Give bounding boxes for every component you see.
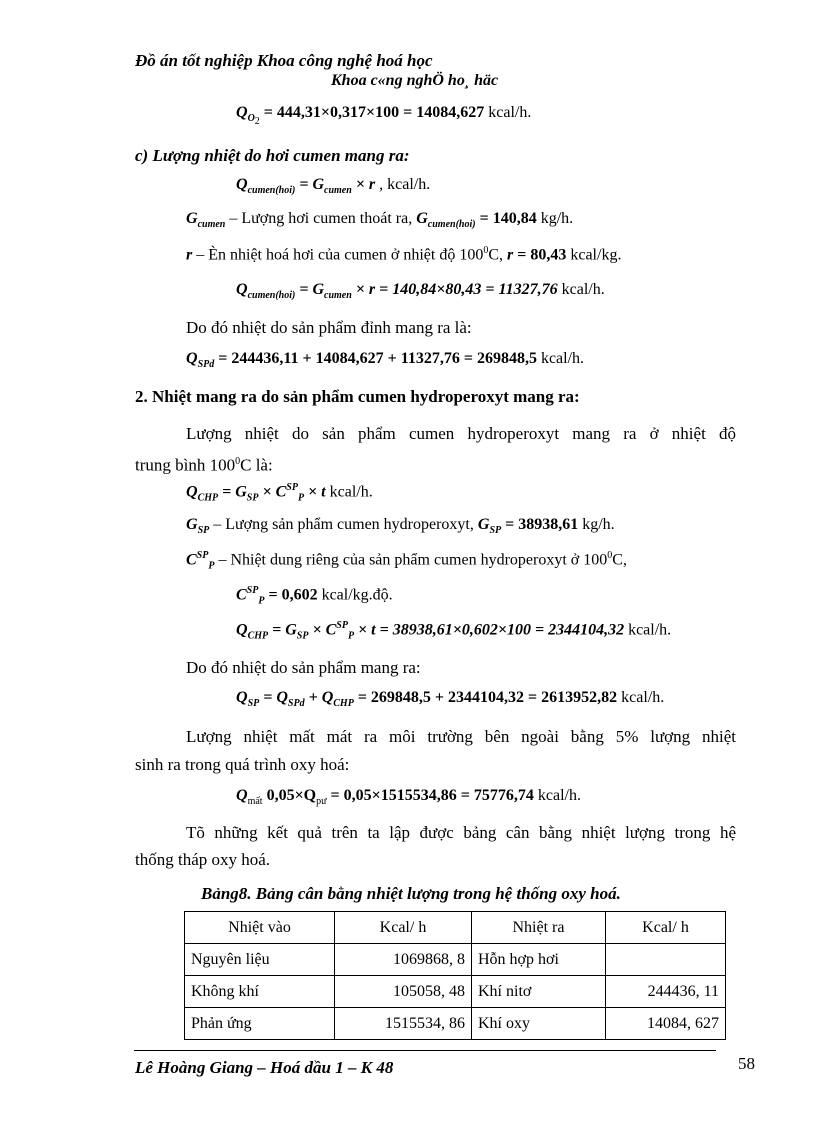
table-caption: Bảng8. Bảng cân bằng nhiệt lượng trong hệ thống oxy hoá. [201, 884, 621, 903]
eq-q-o2: $Q_{O_2} = 444,31\times 0,317\times 100 = 14084,627$ kcal/h. [236, 104, 532, 128]
eq-q-chp-calc: $Q_{CHP} = G_{SP} \times C^{SP}_P \times t = 38938,61\times 0,602\times 100 = 2344104,32$ kcal/h. [236, 620, 672, 642]
table-row [185, 976, 726, 1008]
table-row [185, 944, 726, 976]
heat-balance-table [184, 911, 726, 1040]
para-product-out: Do đó nhiệt do sản phẩm mang ra: [186, 658, 421, 677]
table-cell: 1069868, 8 [335, 944, 472, 976]
table-cell: Khí nitơ [472, 976, 606, 1008]
eq-q-spd: $Q_{SPd} = 244436,11 + 14084,627 + 11327,76 = 269848,5$ kcal/h. [186, 350, 585, 371]
table-cell: 244436, 11 [606, 976, 726, 1008]
page-header-line2: Khoa c«ng nghÖ ho¸ häc [331, 72, 499, 89]
para-2-line1: Lượng nhiệt do sản phẩm cumen hydroperoxyt mang ra ở nhiệt độ [186, 424, 736, 443]
def-cp: $C^{SP}_P$ – Nhiệt dung riêng của sản phẩm cumen hydroperoxyt ở $100^0C$, [186, 550, 627, 572]
section-2-title: 2. Nhiệt mang ra do sản phẩm cumen hydroperoxyt mang ra: [135, 387, 580, 406]
eq-q-sp: $Q_{SP} = Q_{SPd} + Q_{CHP} = 269848,5 + 2344104,32 = 2613952,82$ kcal/h. [236, 689, 665, 710]
def-r: r – Èn nhiệt hoá hơi của cumen ở nhiệt độ $100^0C$, r = 80,43 kcal/kg. [186, 245, 622, 264]
table-cell [606, 944, 726, 976]
para-loss-line1: Lượng nhiệt mất mát ra môi trường bên ngoài bằng 5% lượng nhiệt [186, 727, 736, 746]
def-g-cumen: $G_{cumen}$ – Lượng hơi cumen thoát ra, $G_{cumen(hoi)} = 140,84$ kg/h. [186, 210, 574, 231]
para-2-line2: trung bình $100^0C$ là: [135, 455, 273, 475]
eq-q-cumen: $Q_{cumen(hoi)} = G_{cumen} \times r$ , kcal/h. [236, 176, 431, 197]
footer-rule [134, 1050, 716, 1051]
table-cell: Hỗn hợp hơi [472, 944, 606, 976]
table-cell: Nguyên liệu [185, 944, 335, 976]
page-header-line1: Đồ án tốt nghiệp Khoa công nghệ hoá học [135, 51, 433, 70]
para-loss-line2: sinh ra trong quá trình oxy hoá: [135, 755, 350, 774]
table-header-cell: Nhiệt vào [185, 912, 335, 944]
eq-q-loss: $Q_{mất}$ $0,05\times Q_{pư} = 0,05\times 1515534,86 = 75776,74$ kcal/h. [236, 787, 581, 808]
eq-q-cumen-calc: $Q_{cumen(hoi)} = G_{cumen} \times r = 140,84\times 80,43 = 11327,76$ kcal/h. [236, 281, 605, 302]
para-table-line2: thống tháp oxy hoá. [135, 850, 271, 869]
table-cell: 105058, 48 [335, 976, 472, 1008]
table-cell: Không khí [185, 976, 335, 1008]
table-cell: 1515534, 86 [335, 1008, 472, 1040]
def-g-sp: $G_{SP}$ – Lượng sản phẩm cumen hydroperoxyt, $G_{SP} = 38938,61$ kg/h. [186, 516, 615, 537]
table-header-cell: Kcal/ h [335, 912, 472, 944]
table-header-row [185, 912, 726, 944]
para-top-product: Do đó nhiệt do sản phẩm đỉnh mang ra là: [186, 318, 472, 337]
page-number: 58 [738, 1054, 755, 1073]
table-row [185, 1008, 726, 1040]
table-cell: Khí oxy [472, 1008, 606, 1040]
table-header-cell: Nhiệt ra [472, 912, 606, 944]
para-table-line1: Tõ những kết quả trên ta lập được bảng cân bằng nhiệt lượng trong hệ [186, 823, 736, 842]
eq-cp-value: $C^{SP}_P = 0,602$ kcal/kg.độ. [236, 585, 393, 607]
table-cell: Phản ứng [185, 1008, 335, 1040]
section-c-title: c) Lượng nhiệt do hơi cumen mang ra: [135, 146, 410, 165]
table-header-cell: Kcal/ h [606, 912, 726, 944]
eq-q-chp: $Q_{CHP} = G_{SP} \times C^{SP}_P \times t$ kcal/h. [186, 482, 373, 504]
footer-author: Lê Hoàng Giang – Hoá dầu 1 – K 48 [135, 1058, 394, 1077]
table-cell: 14084, 627 [606, 1008, 726, 1040]
